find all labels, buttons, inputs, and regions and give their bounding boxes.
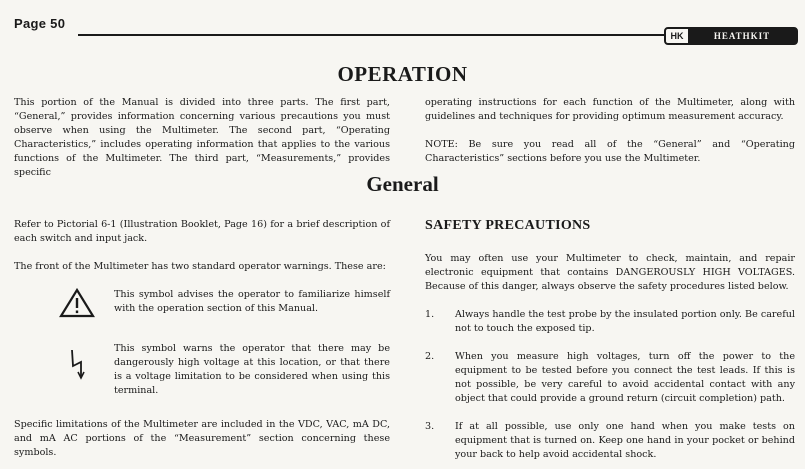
limitations-text: Specific limitations of the Multimeter are included in the VDC, VAC, mA DC, and mA AC portions of the “Measurement” section concerning these symbols. <box>14 419 390 458</box>
high-voltage-symbol-row <box>40 342 390 398</box>
high-voltage-icon <box>69 348 85 382</box>
list-item-number: 1. <box>425 309 435 320</box>
warning-symbol-row <box>40 288 390 318</box>
safety-precautions-heading: SAFETY PRECAUTIONS <box>425 218 591 233</box>
list-item-number: 2. <box>425 351 435 362</box>
list-item-text: If at all possible, use only one hand when you make tests on equipment that is turned on. Keep one hand in your pocket or behind your back to help avoid accidental shock. <box>455 421 795 460</box>
intro-note: NOTE: Be sure you read all of the “General” and “Operating Characteristics” sections before you use the Multimeter. <box>425 139 795 164</box>
list-item-text: Always handle the test probe by the insulated portion only. Be careful not to touch the exposed tip. <box>455 309 795 334</box>
pictorial-reference: Refer to Pictorial 6-1 (Illustration Booklet, Page 16) for a brief description of each switch and input jack. <box>14 219 390 244</box>
warnings-intro: The front of the Multimeter has two standard operator warnings. These are: <box>14 261 386 272</box>
page-number: Page 50 <box>14 16 66 31</box>
intro-right: operating instructions for each function of the Multimeter, along with guidelines and techniques for providing optimum measurement accuracy. <box>425 97 795 122</box>
brand-logo <box>664 27 798 45</box>
warning-triangle-icon <box>59 288 95 318</box>
list-item <box>425 420 795 462</box>
header-rule <box>78 34 668 36</box>
intro-left: This portion of the Manual is divided into three parts. The first part, “General,” provides information concerning various precautions you must observe when using the Multimeter. The second part, “Operating Characteristics,” includes operating information that applies to the various functions of the Multimeter. The third part, “Measurements,” provides specific <box>14 97 390 178</box>
brand-logo-icon: HK <box>666 29 688 43</box>
page-title: OPERATION <box>337 62 468 86</box>
list-item <box>425 350 795 406</box>
high-voltage-symbol-text: This symbol warns the operator that there may be dangerously high voltage at this location, or that there is a voltage limitation to be considered when using this terminal. <box>114 343 390 396</box>
warning-symbol-text: This symbol advises the operator to familiarize himself with the operation section of this Manual. <box>114 289 390 314</box>
brand-name: HEATHKIT <box>713 31 771 41</box>
section-heading-general: General <box>366 172 439 196</box>
safety-intro: You may often use your Multimeter to check, maintain, and repair electronic equipment that contains DANGEROUSLY HIGH VOLTAGES. Because of this danger, always observe the safety procedures listed below. <box>425 253 795 292</box>
list-item-text: When you measure high voltages, turn off the power to the equipment to be tested before you connect the test leads. If this is not possible, be very careful to avoid accidental contact with any object that could provide a ground return (circuit completion) path. <box>455 351 795 404</box>
list-item-number: 3. <box>425 421 435 432</box>
list-item <box>425 308 795 336</box>
